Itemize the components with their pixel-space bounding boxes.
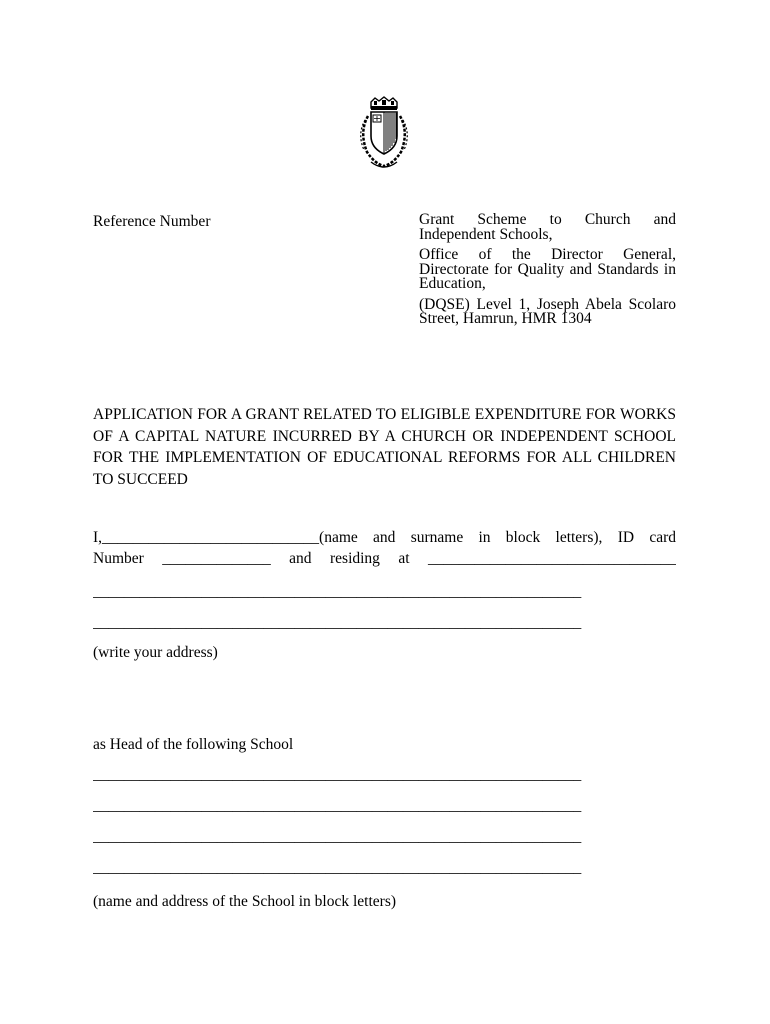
- applicant-name-line: I,____________________________(name and surname in block letters), ID card: [93, 529, 676, 546]
- reference-number-label: Reference Number: [93, 213, 211, 230]
- school-hint: (name and address of the School in block letters): [93, 893, 397, 910]
- malta-coat-of-arms-icon: [349, 96, 419, 172]
- address-blank-line: _______________________________________________________________: [93, 583, 582, 600]
- document-title: APPLICATION FOR A GRANT RELATED TO ELIGIBLE EXPENDITURE FOR WORKS OF A CAPITAL NATURE INCURRED BY A CHURCH OR INDEPENDENT SCHOOL FOR THE IMPLEMENTATION OF EDUCATIONAL REFORMS FOR ALL CHILDREN TO SUCCEED: [93, 406, 676, 488]
- address-hint: (write your address): [93, 644, 218, 661]
- recipient-address: [419, 213, 676, 333]
- school-blank-line: _______________________________________________________________: [93, 828, 582, 845]
- address-line: (DQSE) Level 1, Joseph Abela Scolaro Street, Hamrun, HMR 1304: [419, 295, 676, 327]
- address-blank-line: _______________________________________________________________: [93, 614, 582, 631]
- school-blank-line: _______________________________________________________________: [93, 797, 582, 814]
- address-line: Grant Scheme to Church and Independent Schools,: [419, 211, 676, 243]
- id-residence-line: Number ______________ and residing at ________________________________: [93, 550, 676, 567]
- address-line: Office of the Director General, Directorate for Quality and Standards in Education,: [419, 246, 676, 292]
- school-label: as Head of the following School: [93, 736, 294, 753]
- school-blank-line: _______________________________________________________________: [93, 859, 582, 876]
- school-blank-line: _______________________________________________________________: [93, 766, 582, 783]
